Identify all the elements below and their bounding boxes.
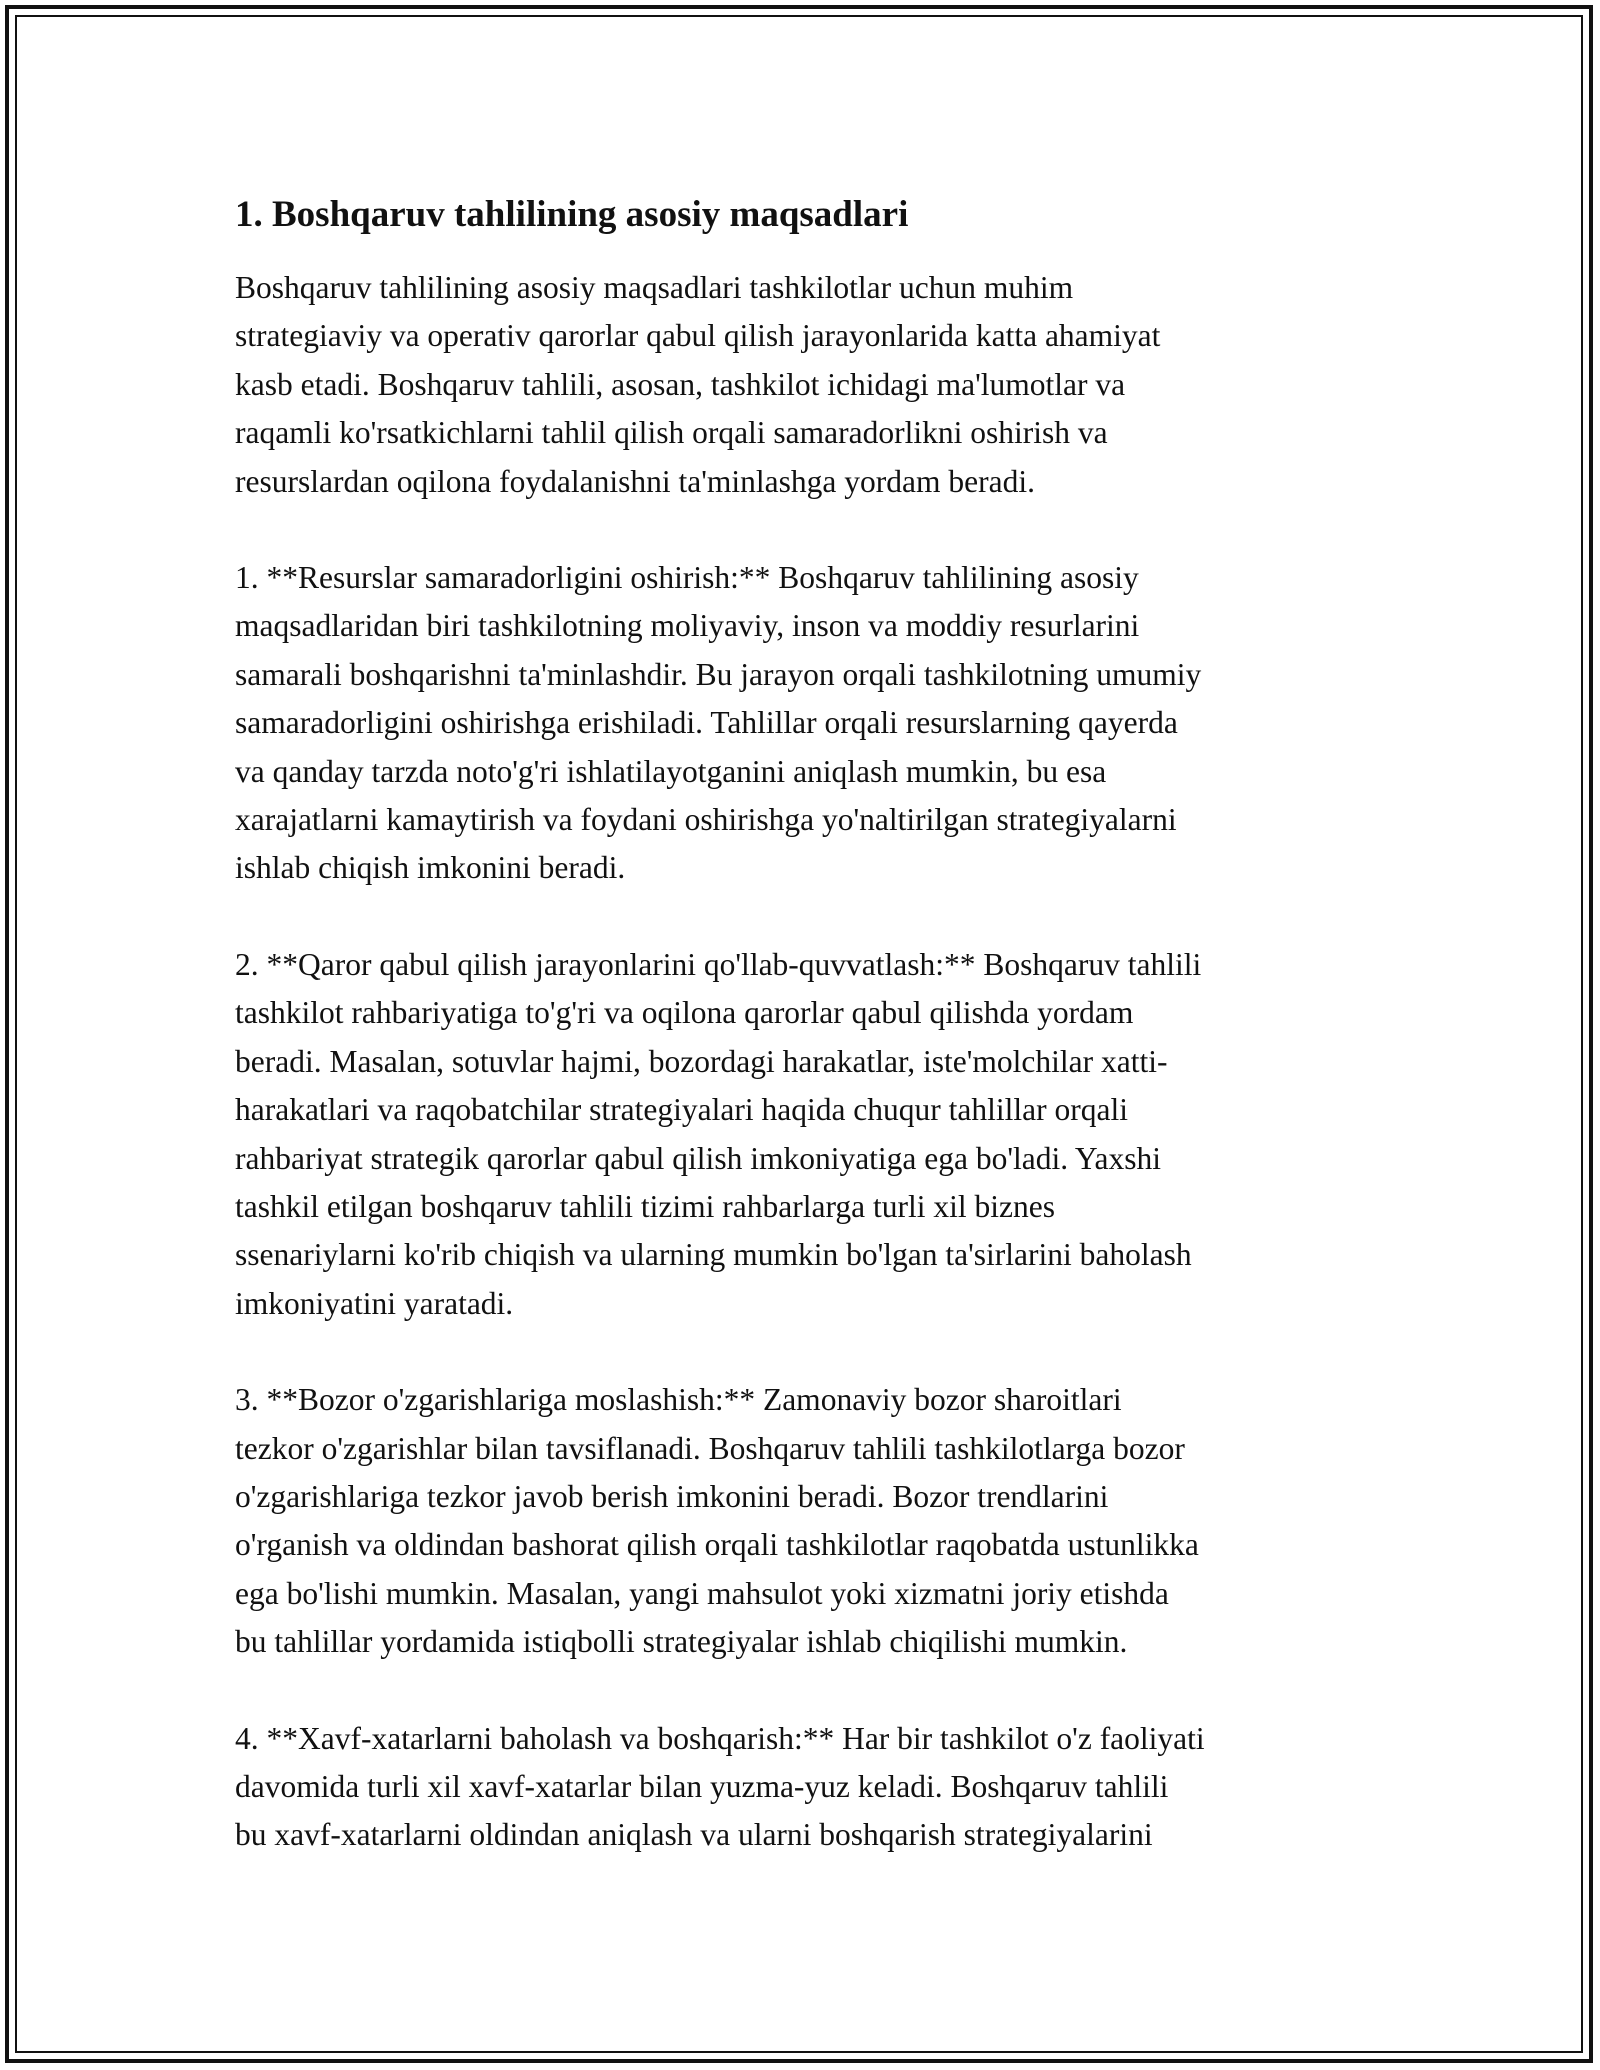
- text-line: ega bo'lishi mumkin. Masalan, yangi mahsulot yoki xizmatni joriy etishda: [235, 1575, 1169, 1611]
- text-line: Boshqaruv tahlilining asosiy maqsadlari tashkilotlar uchun muhim: [235, 270, 1074, 305]
- text-line: tashkilot rahbariyatiga to'g'ri va oqilona qarorlar qabul qilishda yordam: [235, 995, 1134, 1031]
- text-line: va qanday tarzda noto'g'ri ishlatilayotganini aniqlash mumkin, bu esa: [235, 753, 1107, 789]
- text-line: ishlab chiqish imkonini beradi.: [235, 850, 626, 886]
- text-line: resurslardan oqilona foydalanishni ta'minlashga yordam beradi.: [235, 463, 1035, 499]
- text-line: ssenariylarni ko'rib chiqish va ularning mumkin bo'lgan ta'sirlarini baholash: [235, 1237, 1192, 1273]
- document-body: [235, 188, 1375, 1908]
- text-line: strategiaviy va operativ qarorlar qabul qilish jarayonlarida katta ahamiyat: [235, 318, 1161, 354]
- text-line: xarajatlarni kamaytirish va foydani oshirishga yo'naltirilgan strategiyalarni: [235, 802, 1177, 838]
- text-line: tashkil etilgan boshqaruv tahlili tizimi rahbarlarga turli xil biznes: [235, 1188, 1055, 1224]
- text-line: davomida turli xil xavf-xatarlar bilan yuzma-yuz keladi. Boshqaruv tahlili: [235, 1768, 1169, 1804]
- text-line: bu xavf-xatarlarni oldindan aniqlash va ularni boshqarish strategiyalarini: [235, 1817, 1153, 1853]
- intro-paragraph: [235, 264, 1375, 506]
- text-line: 1. **Resurslar samaradorligini oshirish:** Boshqaruv tahlilining asosiy: [235, 560, 1139, 596]
- text-line: bu tahlillar yordamida istiqbolli strategiyalar ishlab chiqilishi mumkin.: [235, 1624, 1128, 1660]
- text-line: kasb etadi. Boshqaruv tahlili, asosan, tashkilot ichidagi ma'lumotlar va: [235, 366, 1126, 402]
- text-line: imkoniyatini yaratadi.: [235, 1285, 514, 1321]
- text-line: samaradorligini oshirishga erishiladi. Tahlillar orqali resurslarning qayerda: [235, 705, 1178, 741]
- text-line: rahbariyat strategik qarorlar qabul qilish imkoniyatiga ega bo'ladi. Yaxshi: [235, 1140, 1161, 1176]
- text-line: maqsadlaridan biri tashkilotning moliyaviy, inson va moddiy resurlarini: [235, 608, 1140, 644]
- text-line: 4. **Xavf-xatarlarni baholash va boshqarish:** Har bir tashkilot o'z faoliyati: [235, 1720, 1205, 1756]
- list-item-2-paragraph: [235, 941, 1375, 1328]
- text-line: samarali boshqarishni ta'minlashdir. Bu jarayon orqali tashkilotning umumiy: [235, 656, 1202, 692]
- text-line: harakatlari va raqobatchilar strategiyalari haqida chuqur tahlillar orqali: [235, 1092, 1128, 1128]
- text-line: raqamli ko'rsatkichlarni tahlil qilish orqali samaradorlikni oshirish va: [235, 415, 1108, 451]
- text-line: tezkor o'zgarishlar bilan tavsiflanadi. Boshqaruv tahlili tashkilotlarga bozor: [235, 1430, 1185, 1466]
- text-line: beradi. Masalan, sotuvlar hajmi, bozordagi harakatlar, iste'molchilar xatti-: [235, 1043, 1168, 1079]
- text-line: 3. **Bozor o'zgarishlariga moslashish:** Zamonaviy bozor sharoitlari: [235, 1382, 1122, 1418]
- text-line: o'zgarishlariga tezkor javob berish imkonini beradi. Bozor trendlarini: [235, 1478, 1109, 1514]
- section-heading: 1. Boshqaruv tahlilining asosiy maqsadlari: [235, 194, 909, 235]
- list-item-1-paragraph: [235, 554, 1375, 893]
- text-line: o'rganish va oldindan bashorat qilish orqali tashkilotlar raqobatda ustunlikka: [235, 1527, 1199, 1563]
- text-line: 2. **Qaror qabul qilish jarayonlarini qo'llab-quvvatlash:** Boshqaruv tahlili: [235, 946, 1202, 982]
- list-item-4-paragraph: [235, 1715, 1375, 1860]
- list-item-3-paragraph: [235, 1376, 1375, 1666]
